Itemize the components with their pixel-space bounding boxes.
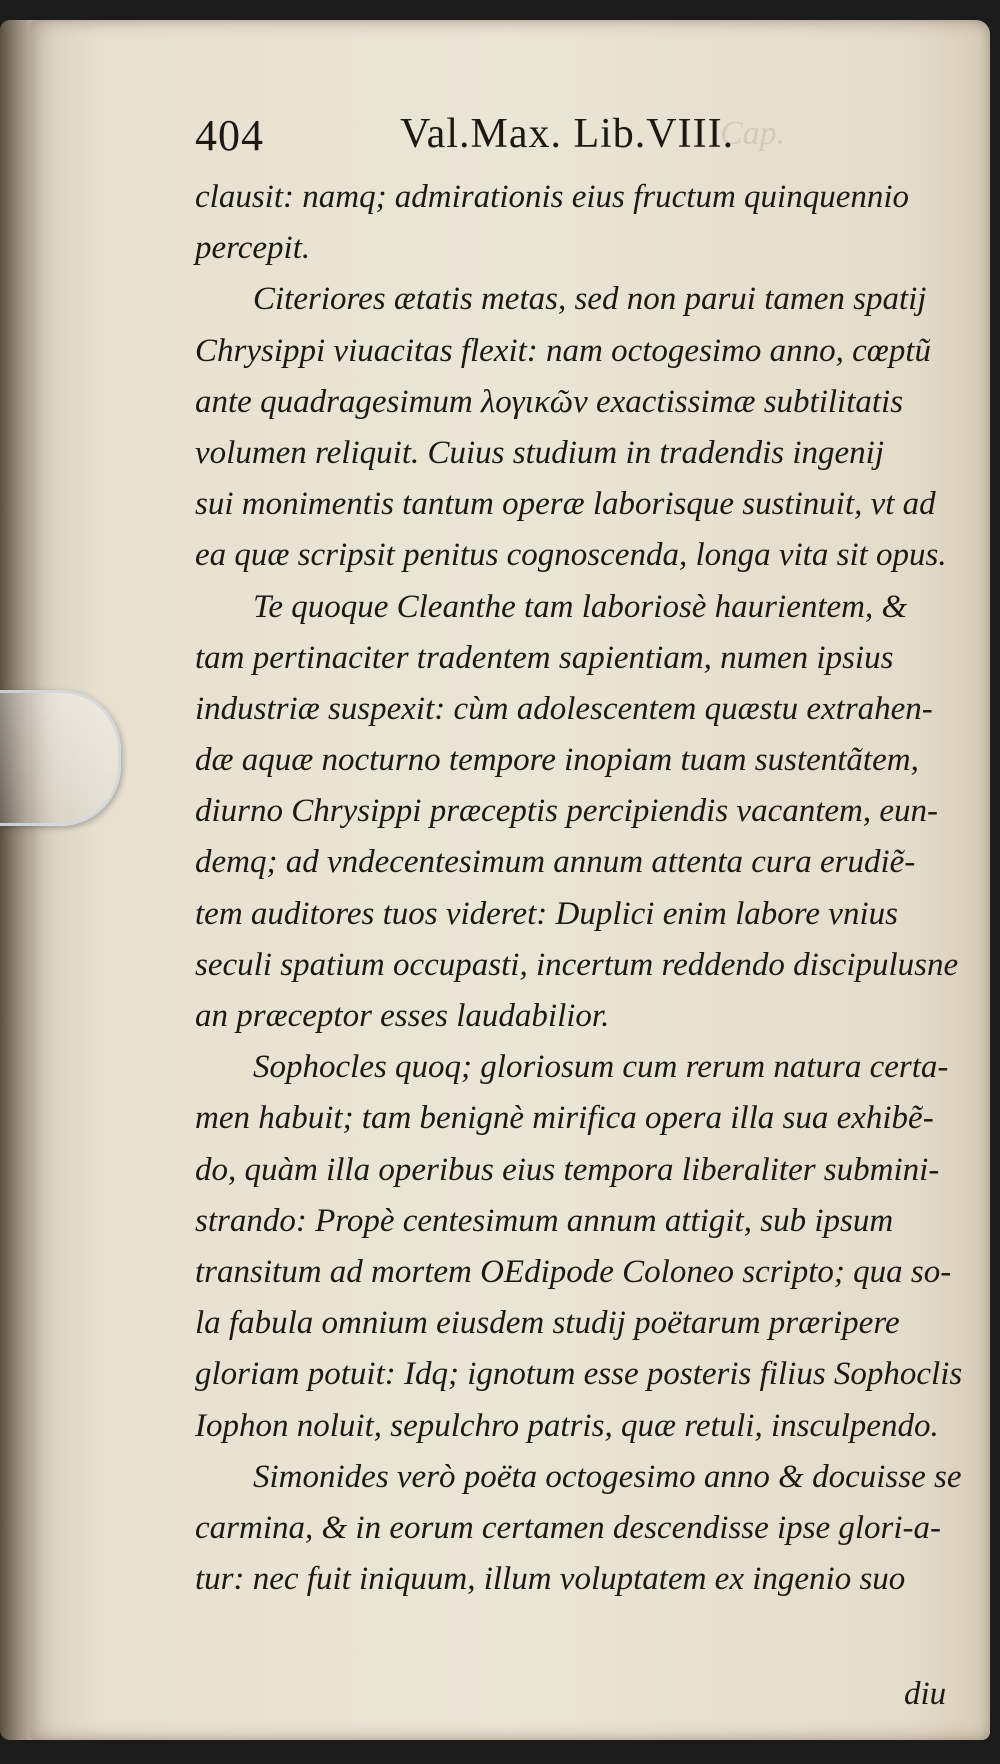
body-text: [195, 172, 963, 1605]
text-line: strando: Propè centesimum annum attigit, sub ipsum: [195, 1202, 894, 1239]
page-clip: [0, 690, 121, 826]
page-header: [195, 110, 795, 170]
text-line: volumen reliquit. Cuius studium in tradendis ingenij: [195, 434, 885, 471]
text-line: Chrysippi viuacitas flexit: nam octogesimo anno, cœptũ: [195, 332, 931, 369]
text-line: demq; ad vndecentesimum annum attenta cura erudiẽ-: [195, 844, 916, 881]
text-line: clausit: namq; admirationis eius fructum quinquennio: [195, 179, 910, 215]
text-line: industriæ suspexit: cùm adolescentem quæstu extrahen-: [195, 690, 933, 727]
text-line: tur: nec fuit iniquum, illum voluptatem ex ingenio suo: [195, 1561, 906, 1598]
page-number: 404: [195, 111, 264, 160]
text-line: Te quoque Cleanthe tam laboriosè haurientem, &: [253, 588, 908, 625]
text-line: Iophon noluit, sepulchro patris, quæ retuli, insculpendo.: [195, 1407, 939, 1444]
text-line: dæ aquæ nocturno tempore inopiam tuam sustentãtem,: [195, 742, 919, 779]
text-line: sui monimentis tantum operæ laborisque sustinuit, vt ad: [195, 486, 936, 523]
text-line: tem auditores tuos videret: Duplici enim labore vnius: [195, 895, 898, 932]
text-line: do, quàm illa operibus eius tempora liberaliter submini-: [195, 1151, 940, 1188]
text-line: Simonides verò poëta octogesimo anno & docuisse se: [253, 1458, 962, 1495]
text-line: men habuit; tam benignè mirifica opera illa sua exhibẽ-: [195, 1100, 934, 1137]
catchword: diu: [904, 1676, 947, 1712]
text-line: tam pertinaciter tradentem sapientiam, numen ipsius: [195, 639, 894, 676]
text-line: la fabula omnium eiusdem studij poëtarum præripere: [195, 1305, 900, 1342]
text-line: ante quadragesimum λογικῶν exactissimæ subtilitatis: [195, 383, 904, 420]
running-head: Val.Max. Lib.VIII.: [400, 111, 735, 157]
text-line: Sophocles quoq; gloriosum cum rerum natura certa-: [253, 1049, 949, 1086]
text-line: Citeriores ætatis metas, sed non parui tamen spatij: [253, 281, 927, 318]
text-line: transitum ad mortem OEdipode Coloneo scripto; qua so-: [195, 1253, 952, 1290]
text-line: seculi spatium occupasti, incertum reddendo discipulusne: [195, 946, 959, 983]
text-line: diurno Chrysippi præceptis percipiendis vacantem, eun-: [195, 793, 938, 830]
text-line: an præceptor esses laudabilior.: [195, 998, 610, 1034]
text-line: ea quæ scripsit penitus cognoscenda, longa vita sit opus.: [195, 537, 947, 574]
bleed-through-text: Cap.: [720, 115, 786, 152]
text-line: percepit.: [195, 230, 311, 267]
text-line: gloriam potuit: Idq; ignotum esse posteris filius Sophoclis: [195, 1356, 963, 1393]
text-line: carmina, & in eorum certamen descendisse ipse glori-a-: [195, 1509, 942, 1546]
